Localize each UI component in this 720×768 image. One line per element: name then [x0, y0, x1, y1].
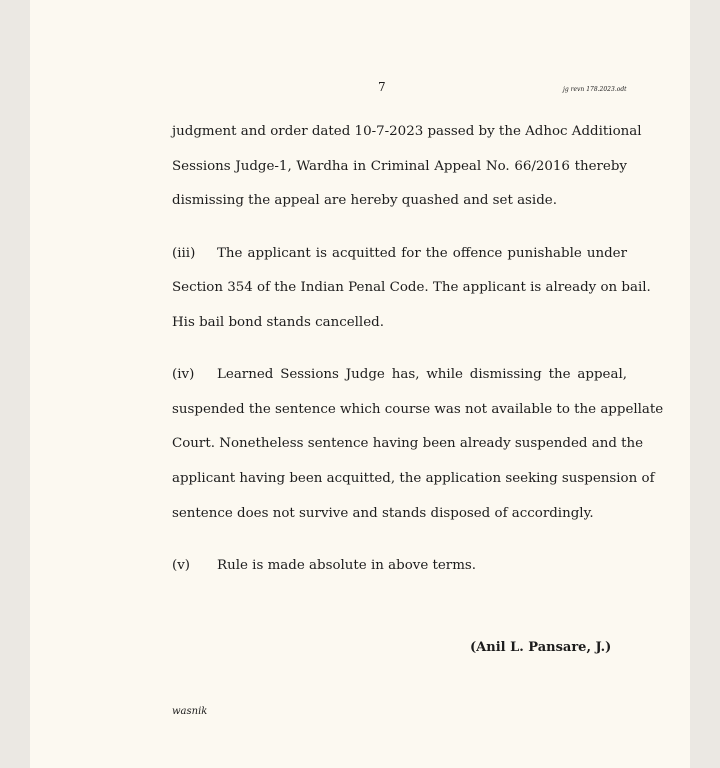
case-reference: jg revn 178.2023.odt — [563, 86, 627, 93]
paragraph-line: Court. Nonetheless sentence having been already suspended and the — [172, 436, 644, 451]
paragraph-line: judgment and order dated 10-7-2023 passed by the Adhoc Additional — [172, 124, 642, 139]
judge-signature: (Anil L. Pansare, J.) — [470, 640, 612, 655]
page-number: 7 — [378, 80, 386, 94]
paragraph-line: applicant having been acquitted, the application seeking suspension of — [172, 471, 655, 486]
paragraph-line: Section 354 of the Indian Penal Code. The applicant is already on bail. — [172, 280, 651, 295]
document-page — [30, 0, 690, 768]
paragraph-v — [172, 558, 627, 574]
clause-label: (v) — [172, 558, 191, 573]
paragraph-line: His bail bond stands cancelled. — [172, 315, 384, 330]
paragraph-iv-first-line — [172, 367, 627, 383]
clause-label: (iv) — [172, 367, 195, 382]
paragraph-line: suspended the sentence which course was not available to the appellate — [172, 402, 664, 417]
paragraph-line: Sessions Judge-1, Wardha in Criminal Appeal No. 66/2016 thereby — [172, 159, 627, 174]
paragraph-iii-first-line — [172, 246, 627, 262]
paragraph-line: Rule is made absolute in above terms. — [217, 558, 477, 573]
paragraph-line: sentence does not survive and stands disposed of accordingly. — [172, 506, 594, 521]
paragraph-line: The applicant is acquitted for the offence punishable under — [217, 246, 627, 261]
paragraph-line: dismissing the appeal are hereby quashed and set aside. — [172, 193, 557, 208]
typist-initials: wasnik — [172, 706, 208, 717]
clause-label: (iii) — [172, 246, 196, 261]
paragraph-line: Learned Sessions Judge has, while dismissing the appeal, — [217, 367, 627, 382]
